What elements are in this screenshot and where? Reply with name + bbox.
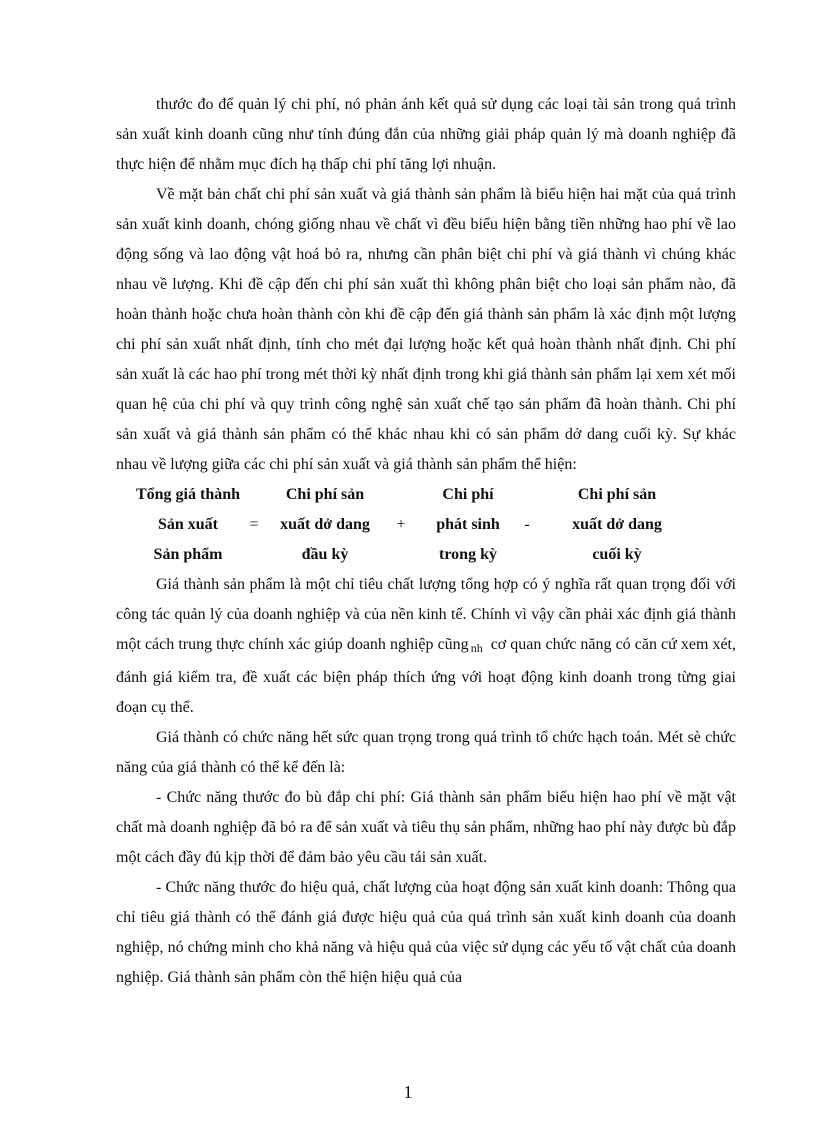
formula-col4-line1: Chi phí sản [577, 486, 657, 503]
document-body [116, 90, 736, 993]
paragraph-3-text-b: cơ quan chức năng có căn cứ xem xét, đánh giá kiểm tra, đề xuất các biện pháp thích ứng với hoạt động kinh doanh trong từng giai đoạn cụ thể. [116, 636, 736, 716]
paragraph-3 [116, 570, 736, 723]
formula-plus-sign: + [396, 516, 406, 533]
paragraph-6: - Chức năng thước đo hiệu quả, chất lượng của hoạt động sản xuất kinh doanh: Thông qua chỉ tiêu giá thành có thể đánh giá được hiệu quả của quá trình sản xuất kinh doanh của doanh nghiệp, nó chứng minh cho khả năng và hiệu quả của việc sử dụng các yếu tố vật chất của doanh nghiệp. Giá thành sản phẩm còn thể hiện hiệu quả của [116, 879, 736, 986]
formula-minus-sign: - [524, 516, 530, 533]
formula-col1-line3: Sản phẩm [153, 546, 223, 563]
formula-col4-line3: cuối kỳ [592, 546, 642, 563]
cost-formula [116, 480, 736, 570]
formula-col3-line2: phát sinh [436, 516, 500, 533]
formula-col4-line2: xuất dở dang [572, 516, 662, 533]
formula-col3-line3: trong kỳ [439, 546, 497, 563]
paragraph-3-text-a: Giá thành sản phẩm là một chỉ tiêu chất lượng tổng hợp có ý nghĩa rất quan trọng đối với công tác quản lý của doanh nghiệp và của nền kinh tế. Chính vì vậy cần phải xác định giá thành một cách trung thực chính xác giúp doanh nghiệp cũng [116, 576, 736, 653]
formula-col1-line2: Sản xuất [157, 516, 219, 533]
page-number: 1 [403, 1082, 413, 1102]
formula-col2-line2: xuất dở dang [280, 516, 370, 533]
paragraph-3-subscript: nh [470, 641, 483, 655]
formula-col1-line1: Tổng giá thành [135, 486, 241, 503]
paragraph-5: - Chức năng thước đo bù đắp chi phí: Giá thành sản phẩm biểu hiện hao phí về mặt vật chất mà doanh nghiệp đã bỏ ra để sản xuất và tiêu thụ sản phẩm, những hao phí này được bù đắp một cách đầy đủ kịp thời để đảm bảo yêu cầu tái sản xuất. [116, 789, 736, 866]
paragraph-2: Về mặt bản chất chi phí sản xuất và giá thành sản phẩm là biểu hiện hai mặt của quá trình sản xuất kinh doanh, chóng giống nhau về chất vì đều biểu hiện bằng tiền những hao phí về lao động sống và lao động vật hoá bỏ ra, nhưng cần phân biệt chi phí và giá thành vì chúng khác nhau về lượng. Khi đề cập đến chi phí sản xuất thì không phân biệt cho loại sản phẩm nào, đã hoàn thành hoặc chưa hoàn thành còn khi đề cập đến giá thành sản phẩm là xác định một lượng chi phí sản xuất nhất định, tính cho mét đại lượng hoặc kết quả hoàn thành nhất định. Chi phí sản xuất là các hao phí trong mét thời kỳ nhất định trong khi giá thành sản phẩm lại xem xét mối quan hệ của chi phí và quy trình công nghệ sản xuất chế tạo sản phẩm đã hoàn thành. Chi phí sản xuất và giá thành sản phẩm có thể khác nhau khi có sản phẩm dở dang cuối kỳ. Sự khác nhau về lượng giữa các chi phí sản xuất và giá thành sản phẩm thể hiện: [116, 186, 736, 473]
formula-equals-sign: = [249, 516, 259, 533]
formula-col2-line3: đầu kỳ [301, 546, 349, 563]
formula-col3-line1: Chi phí [442, 486, 494, 503]
paragraph-1: thước đo để quản lý chi phí, nó phản ánh kết quả sử dụng các loại tài sản trong quá trình sản xuất kinh doanh cũng như tính đúng đắn của những giải pháp quản lý mà doanh nghiệp đã thực hiện để nhằm mục đích hạ thấp chi phí tăng lợi nhuận. [116, 96, 736, 173]
paragraph-4: Giá thành có chức năng hết sức quan trọng trong quá trình tổ chức hạch toán. Mét sè chức năng của giá thành có thể kể đến là: [116, 729, 736, 776]
formula-col2-line1: Chi phí sản [285, 486, 365, 503]
